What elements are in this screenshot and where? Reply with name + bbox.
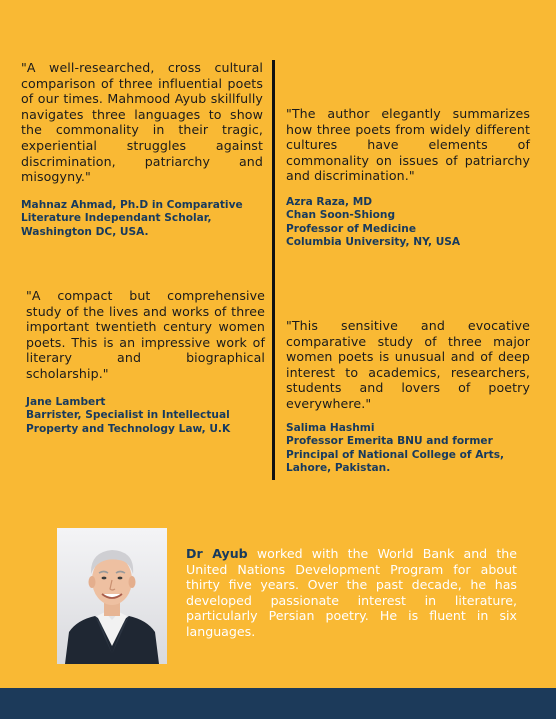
review-attribution-1: [21, 199, 266, 239]
attribution-line: Columbia University, NY, USA: [286, 236, 461, 249]
attribution-line: Salima Hashmi: [286, 422, 375, 434]
attribution-line: Jane Lambert: [26, 396, 106, 408]
attribution-line: Property and Technology Law, U.K: [26, 422, 231, 435]
attribution-line: Mahnaz Ahmad, Ph.D in Comparative: [21, 199, 243, 211]
attribution-line: Washington DC, USA.: [21, 225, 149, 238]
review-quote-3: "A compact but comprehensive study of the lives and works of three important twentieth century women poets. This is an impressive work of literary and biographical scholarship.": [26, 288, 265, 381]
review-quote-1: "A well-researched, cross cultural comparison of three influential poets of our times. Mahmood Ayub skillfully navigates three languages to show the commonality in their tragic, experiential struggles against discrimination, patriarchy and misogyny.": [21, 60, 263, 185]
column-divider: [272, 60, 275, 480]
attribution-line: Barrister, Specialist in Intellectual: [26, 409, 230, 422]
author-bio: [186, 546, 517, 640]
attribution-line: Professor of Medicine: [286, 222, 417, 235]
author-bio-text: worked with the World Bank and the United Nations Development Program for about thirty five years. Over the past decade, he has developed passionate interest in literature, particularly Persian poetry. He is fluent in six languages.: [186, 546, 517, 639]
footer-bar: [0, 688, 556, 719]
attribution-line: Literature Independant Scholar,: [21, 212, 212, 225]
attribution-line: Professor Emerita BNU and former: [286, 435, 493, 448]
attribution-line: Principal of National College of Arts,: [286, 448, 505, 461]
author-photo: [57, 528, 167, 664]
attribution-line: Azra Raza, MD: [286, 196, 373, 208]
review-attribution-2: [286, 196, 531, 250]
author-portrait-icon: [57, 528, 167, 664]
review-quote-4: "This sensitive and evocative comparative study of three major women poets is unusual and of deep interest to academics, researchers, students and lovers of poetry everywhere.": [286, 318, 530, 411]
attribution-line: Chan Soon-Shiong: [286, 209, 396, 222]
review-attribution-3: [26, 396, 271, 436]
author-name: Dr Ayub: [186, 546, 248, 561]
attribution-line: Lahore, Pakistan.: [286, 462, 391, 475]
review-attribution-4: [286, 422, 531, 476]
review-quote-2: "The author elegantly summarizes how three poets from widely different cultures have elements of commonality on issues of patriarchy and discrimination.": [286, 106, 530, 184]
